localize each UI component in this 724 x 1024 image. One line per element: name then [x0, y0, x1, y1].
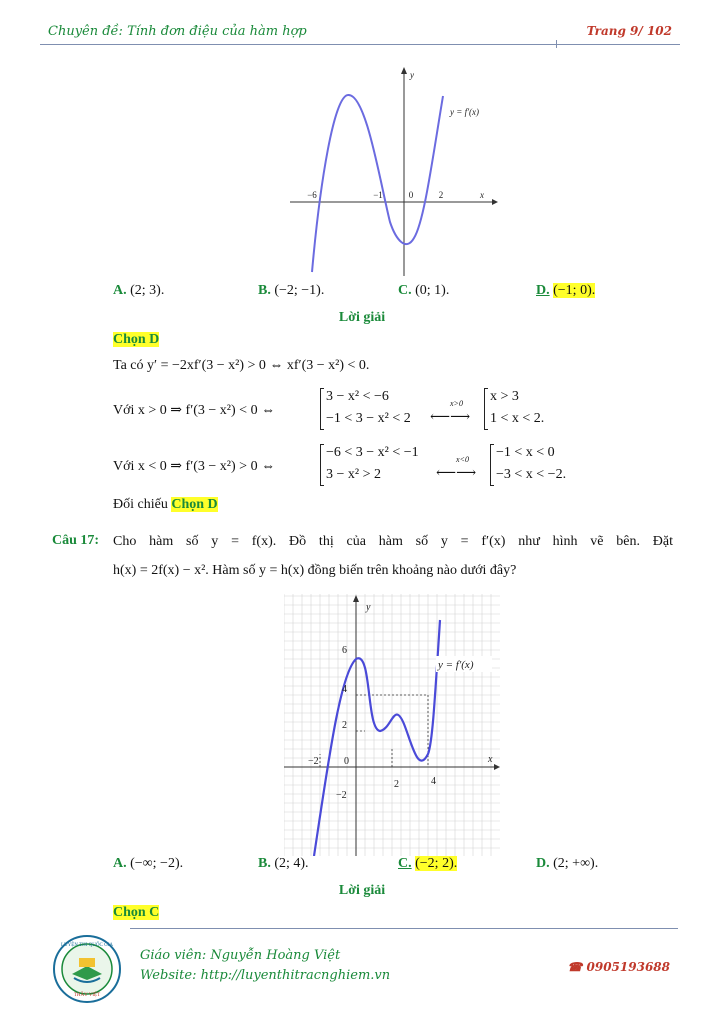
graph-1-y-arrow	[401, 67, 407, 74]
q16-case1-sys2-row2: 1 < x < 2.	[490, 411, 545, 426]
q17-option-a[interactable]: A. (−∞; −2).	[113, 856, 184, 871]
footer-phone: ☎ 0905193688	[567, 960, 670, 974]
footer-divider	[130, 928, 678, 929]
q17-option-c[interactable]: C. (−2; 2).	[398, 856, 458, 871]
graph-1-tick-0: 0	[408, 190, 414, 200]
graph-2-ytick-6: 6	[342, 645, 347, 656]
q16-option-c[interactable]: C. (0; 1).	[398, 283, 450, 298]
q16-case2-prefix: Với x < 0 ⇒ f′(3 − x²) > 0 ⇔	[113, 459, 276, 474]
q16-case1-bracket1	[320, 388, 324, 430]
graph-2-grid	[284, 594, 500, 856]
q16-case2-bracket1	[320, 444, 324, 486]
graph-2	[284, 594, 500, 856]
footer-website[interactable]: Website: http://luyenthitracnghiem.vn	[140, 968, 391, 983]
q16-answer: Chọn D	[113, 332, 160, 347]
graph-1-tick-neg6: −6	[307, 190, 317, 200]
graph-1	[282, 62, 502, 280]
header-title: Chuyên đề: Tính đơn điệu của hàm hợp	[48, 24, 307, 39]
graph-2-ytick-neg2: −2	[336, 790, 347, 801]
q16-case1-sys1-row2: −1 < 3 − x² < 2	[326, 411, 411, 426]
graph-2-curve-label: y = f′(x)	[438, 659, 474, 671]
q16-solution-title: Lời giải	[338, 310, 386, 325]
q17-option-d[interactable]: D. (2; +∞).	[536, 856, 599, 871]
graph-1-tick-neg1: −1	[373, 190, 383, 200]
page-number: Trang 9/ 102	[586, 24, 672, 38]
graph-2-xtick-neg2: −2	[308, 756, 319, 767]
q16-case1-sys2-row1: x > 3	[490, 389, 519, 404]
q16-case2-sys1-row2: 3 − x² > 2	[326, 467, 381, 482]
graph-1-curve-label: y = f′(x)	[450, 107, 480, 117]
q16-compare: Đối chiếu Chọn D	[113, 497, 218, 512]
q17-text-line2: h(x) = 2f(x) − x². Hàm số y = h(x) đồng biến trên khoảng nào dưới đây?	[113, 563, 517, 578]
q16-option-a[interactable]: A. (2; 3).	[113, 283, 165, 298]
graph-1-y-label: y	[410, 70, 414, 80]
q17-option-b[interactable]: B. (2; 4).	[258, 856, 309, 871]
graph-2-xtick-2: 2	[394, 779, 399, 790]
q16-option-d[interactable]: D. (−1; 0).	[536, 283, 596, 298]
q16-case2-sys2-row2: −3 < x < −2.	[496, 467, 567, 482]
q16-case1-arrow: ⟵⟶	[430, 410, 471, 425]
graph-1-x-label: x	[480, 190, 484, 200]
q17-text-line1: Cho hàm số y = f(x). Đồ thị của hàm số y = f′(x) như hình vẽ bên. Đặt	[113, 534, 673, 549]
q16-case1-arrow-label: x>0	[450, 399, 463, 408]
logo-icon	[52, 934, 122, 1004]
header-divider-tick	[556, 40, 557, 48]
q16-line1: Ta có y′ = −2xf′(3 − x²) > 0 ⇔ xf′(3 − x²) < 0.	[113, 358, 370, 373]
graph-1-tick-2: 2	[438, 190, 444, 200]
graph-1-x-arrow	[492, 199, 498, 205]
q16-case2-sys2-row1: −1 < x < 0	[496, 445, 555, 460]
q16-case2-arrow: ⟵⟶	[436, 466, 477, 481]
q16-case2-sys1-row1: −6 < 3 − x² < −1	[326, 445, 419, 460]
graph-2-ytick-0: 0	[344, 756, 349, 767]
graph-2-xtick-4: 4	[431, 776, 436, 787]
q16-case2-arrow-label: x<0	[456, 455, 469, 464]
graph-2-x-arrow	[494, 764, 500, 770]
q17-label: Câu 17:	[52, 533, 100, 548]
q17-solution-title: Lời giải	[338, 883, 386, 898]
q16-case1-sys1-row1: 3 − x² < −6	[326, 389, 389, 404]
graph-2-x-label: x	[488, 754, 493, 765]
graph-1-curve	[312, 95, 443, 272]
header-divider	[40, 44, 680, 45]
graph-2-y-label: y	[366, 602, 371, 613]
q16-option-b[interactable]: B. (−2; −1).	[258, 283, 325, 298]
graph-2-curve	[314, 620, 440, 856]
logo-text-top: LUYỆN THI QUỐC GIA	[61, 943, 113, 948]
graph-2-ytick-4: 4	[342, 684, 347, 695]
footer-teacher: Giáo viên: Nguyễn Hoàng Việt	[140, 948, 341, 963]
q16-case2-bracket2	[490, 444, 494, 486]
q17-answer: Chọn C	[113, 905, 160, 920]
q16-case1-prefix: Với x > 0 ⇒ f′(3 − x²) < 0 ⇔	[113, 403, 276, 418]
logo-text-bottom: THẦY VIỆT	[73, 993, 101, 998]
q16-case1-bracket2	[484, 388, 488, 430]
graph-2-ytick-2: 2	[342, 720, 347, 731]
